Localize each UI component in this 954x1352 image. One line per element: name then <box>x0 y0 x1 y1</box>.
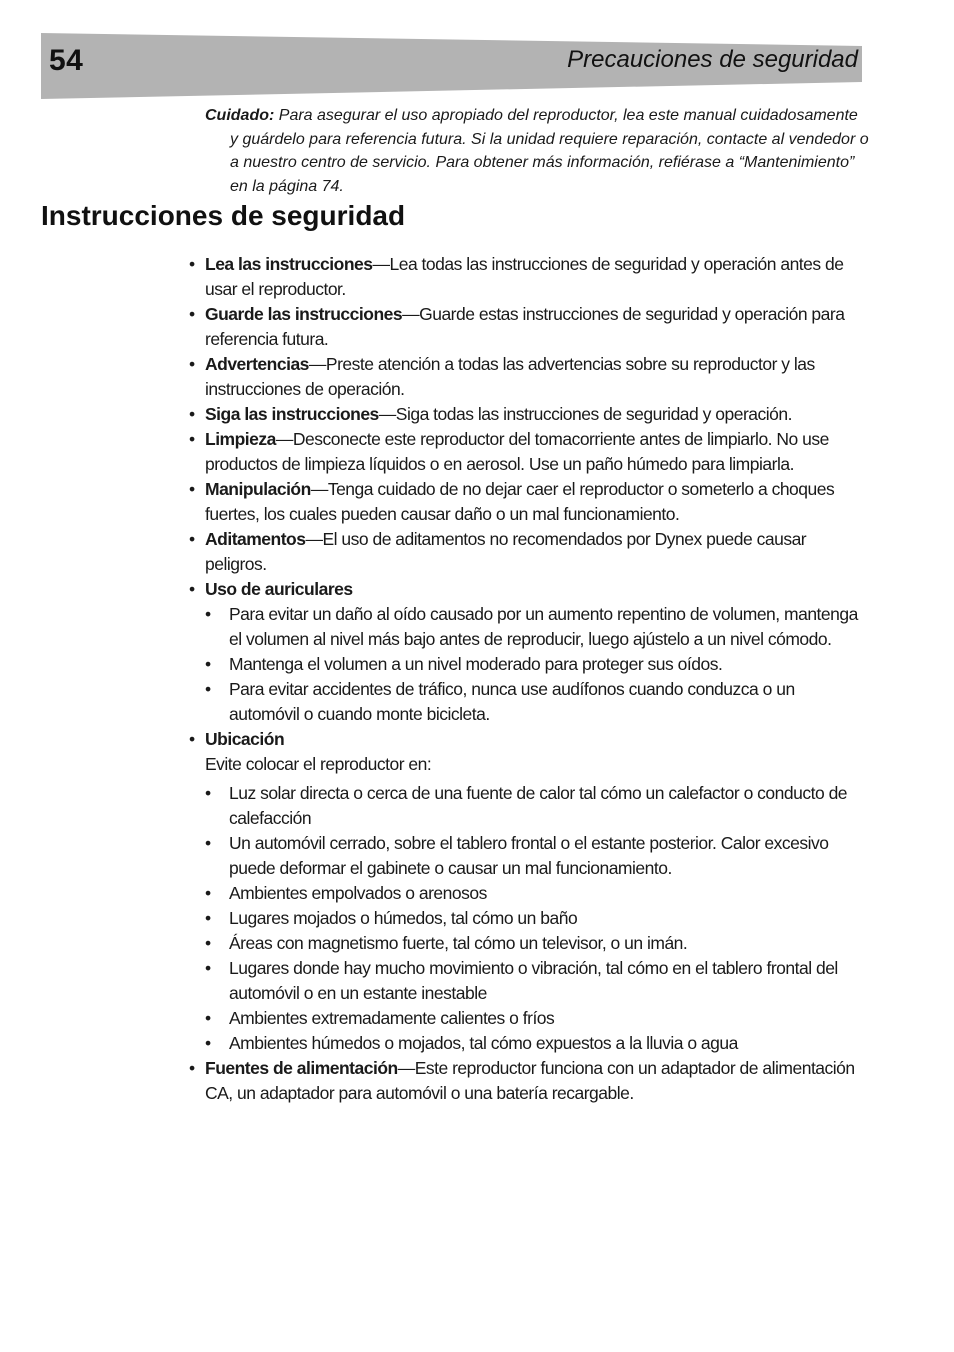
caution-label: Cuidado: <box>205 107 275 124</box>
item-text: —Preste atención a todas las advertencias sobre su reproductor y las instrucciones de operación. <box>205 354 815 399</box>
sub-list-item: • Mantenga el volumen a un nivel moderado para proteger sus oídos. <box>229 652 865 677</box>
sub-list-item: • Ambientes empolvados o arenosos <box>229 881 865 906</box>
location-intro: Evite colocar el reproductor en: <box>205 754 432 774</box>
sub-list-item: • Lugares donde hay mucho movimiento o vibración, tal cómo en el tablero frontal del automóvil o en un estante inestable <box>229 956 865 1006</box>
sub-list-item: • Áreas con magnetismo fuerte, tal cómo un televisor, o un imán. <box>229 931 865 956</box>
caution-text: Para asegurar el uso apropiado del reproductor, lea este manual cuidadosamente y guárdelo para referencia futura. Si la unidad requiere reparación, contacte al vendedor o a nuestro centro de servicio. Para obtener más información, refiérase a “Mantenimiento” en la página 74. <box>230 107 869 195</box>
sub-list-item: • Para evitar un daño al oído causado por un aumento repentino de volumen, mantenga el volumen al nivel más bajo antes de reproducir, luego ajústelo a un nivel cómodo. <box>229 602 865 652</box>
sub-list-item: • Luz solar directa o cerca de una fuente de calor tal cómo un calefactor o conducto de calefacción <box>229 781 865 831</box>
list-item <box>205 352 865 402</box>
item-term: Lea las instrucciones <box>205 254 373 274</box>
item-text: —Desconecte este reproductor del tomacorriente antes de limpiarlo. No use productos de limpieza líquidos o en aerosol. Use un paño húmedo para limpiarla. <box>205 429 829 474</box>
page-number: 54 <box>49 44 84 77</box>
item-text: —El uso de aditamentos no recomendados por Dynex puede causar peligros. <box>205 529 807 574</box>
section-title: Precauciones de seguridad <box>567 46 858 73</box>
item-term: Guarde las instrucciones <box>205 304 403 324</box>
safety-instructions <box>205 252 865 1106</box>
item-text: —Lea todas las instrucciones de seguridad y operación antes de usar el reproductor. <box>205 254 844 299</box>
sub-list-item: • Ambientes extremadamente calientes o fríos <box>229 1006 865 1031</box>
item-term: Manipulación <box>205 479 311 499</box>
item-term: Aditamentos <box>205 529 306 549</box>
item-term: Ubicación <box>205 729 285 749</box>
list-item-headphones <box>205 577 865 727</box>
list-item <box>205 252 865 302</box>
item-term: Fuentes de alimentación <box>205 1058 398 1078</box>
item-text: —Tenga cuidado de no dejar caer el reproductor o someterlo a choques fuertes, los cuales pueden causar daño o un mal funcionamiento. <box>205 479 835 524</box>
instruction-list <box>205 252 865 1106</box>
list-item <box>205 427 865 477</box>
item-text: —Siga todas las instrucciones de seguridad y operación. <box>378 404 792 424</box>
location-sublist <box>205 781 865 1056</box>
item-text: —Guarde estas instrucciones de seguridad y operación para referencia futura. <box>205 304 845 349</box>
list-item <box>205 302 865 352</box>
list-item <box>205 402 865 427</box>
headphones-sublist <box>205 602 865 727</box>
page-heading: Instrucciones de seguridad <box>41 200 406 231</box>
sub-list-item: • Ambientes húmedos o mojados, tal cómo expuestos a la lluvia o agua <box>229 1031 865 1056</box>
list-item <box>205 477 865 527</box>
item-term: Uso de auriculares <box>205 579 353 599</box>
sub-list-item: • Para evitar accidentes de tráfico, nunca use audífonos cuando conduzca o un automóvil o cuando monte bicicleta. <box>229 677 865 727</box>
sub-list-item: • Lugares mojados o húmedos, tal cómo un baño <box>229 906 865 931</box>
list-item-location <box>205 727 865 1056</box>
item-term: Advertencias <box>205 354 309 374</box>
list-item-power <box>205 1056 865 1106</box>
list-item <box>205 527 865 577</box>
item-term: Limpieza <box>205 429 276 449</box>
caution-note <box>205 104 870 198</box>
sub-list-item: • Un automóvil cerrado, sobre el tablero frontal o el estante posterior. Calor excesivo puede deformar el gabinete o causar un mal funcionamiento. <box>229 831 865 881</box>
item-term: Siga las instrucciones <box>205 404 379 424</box>
item-text: —Este reproductor funciona con un adaptador de alimentación CA, un adaptador para automóvil o una batería recargable. <box>205 1058 855 1103</box>
